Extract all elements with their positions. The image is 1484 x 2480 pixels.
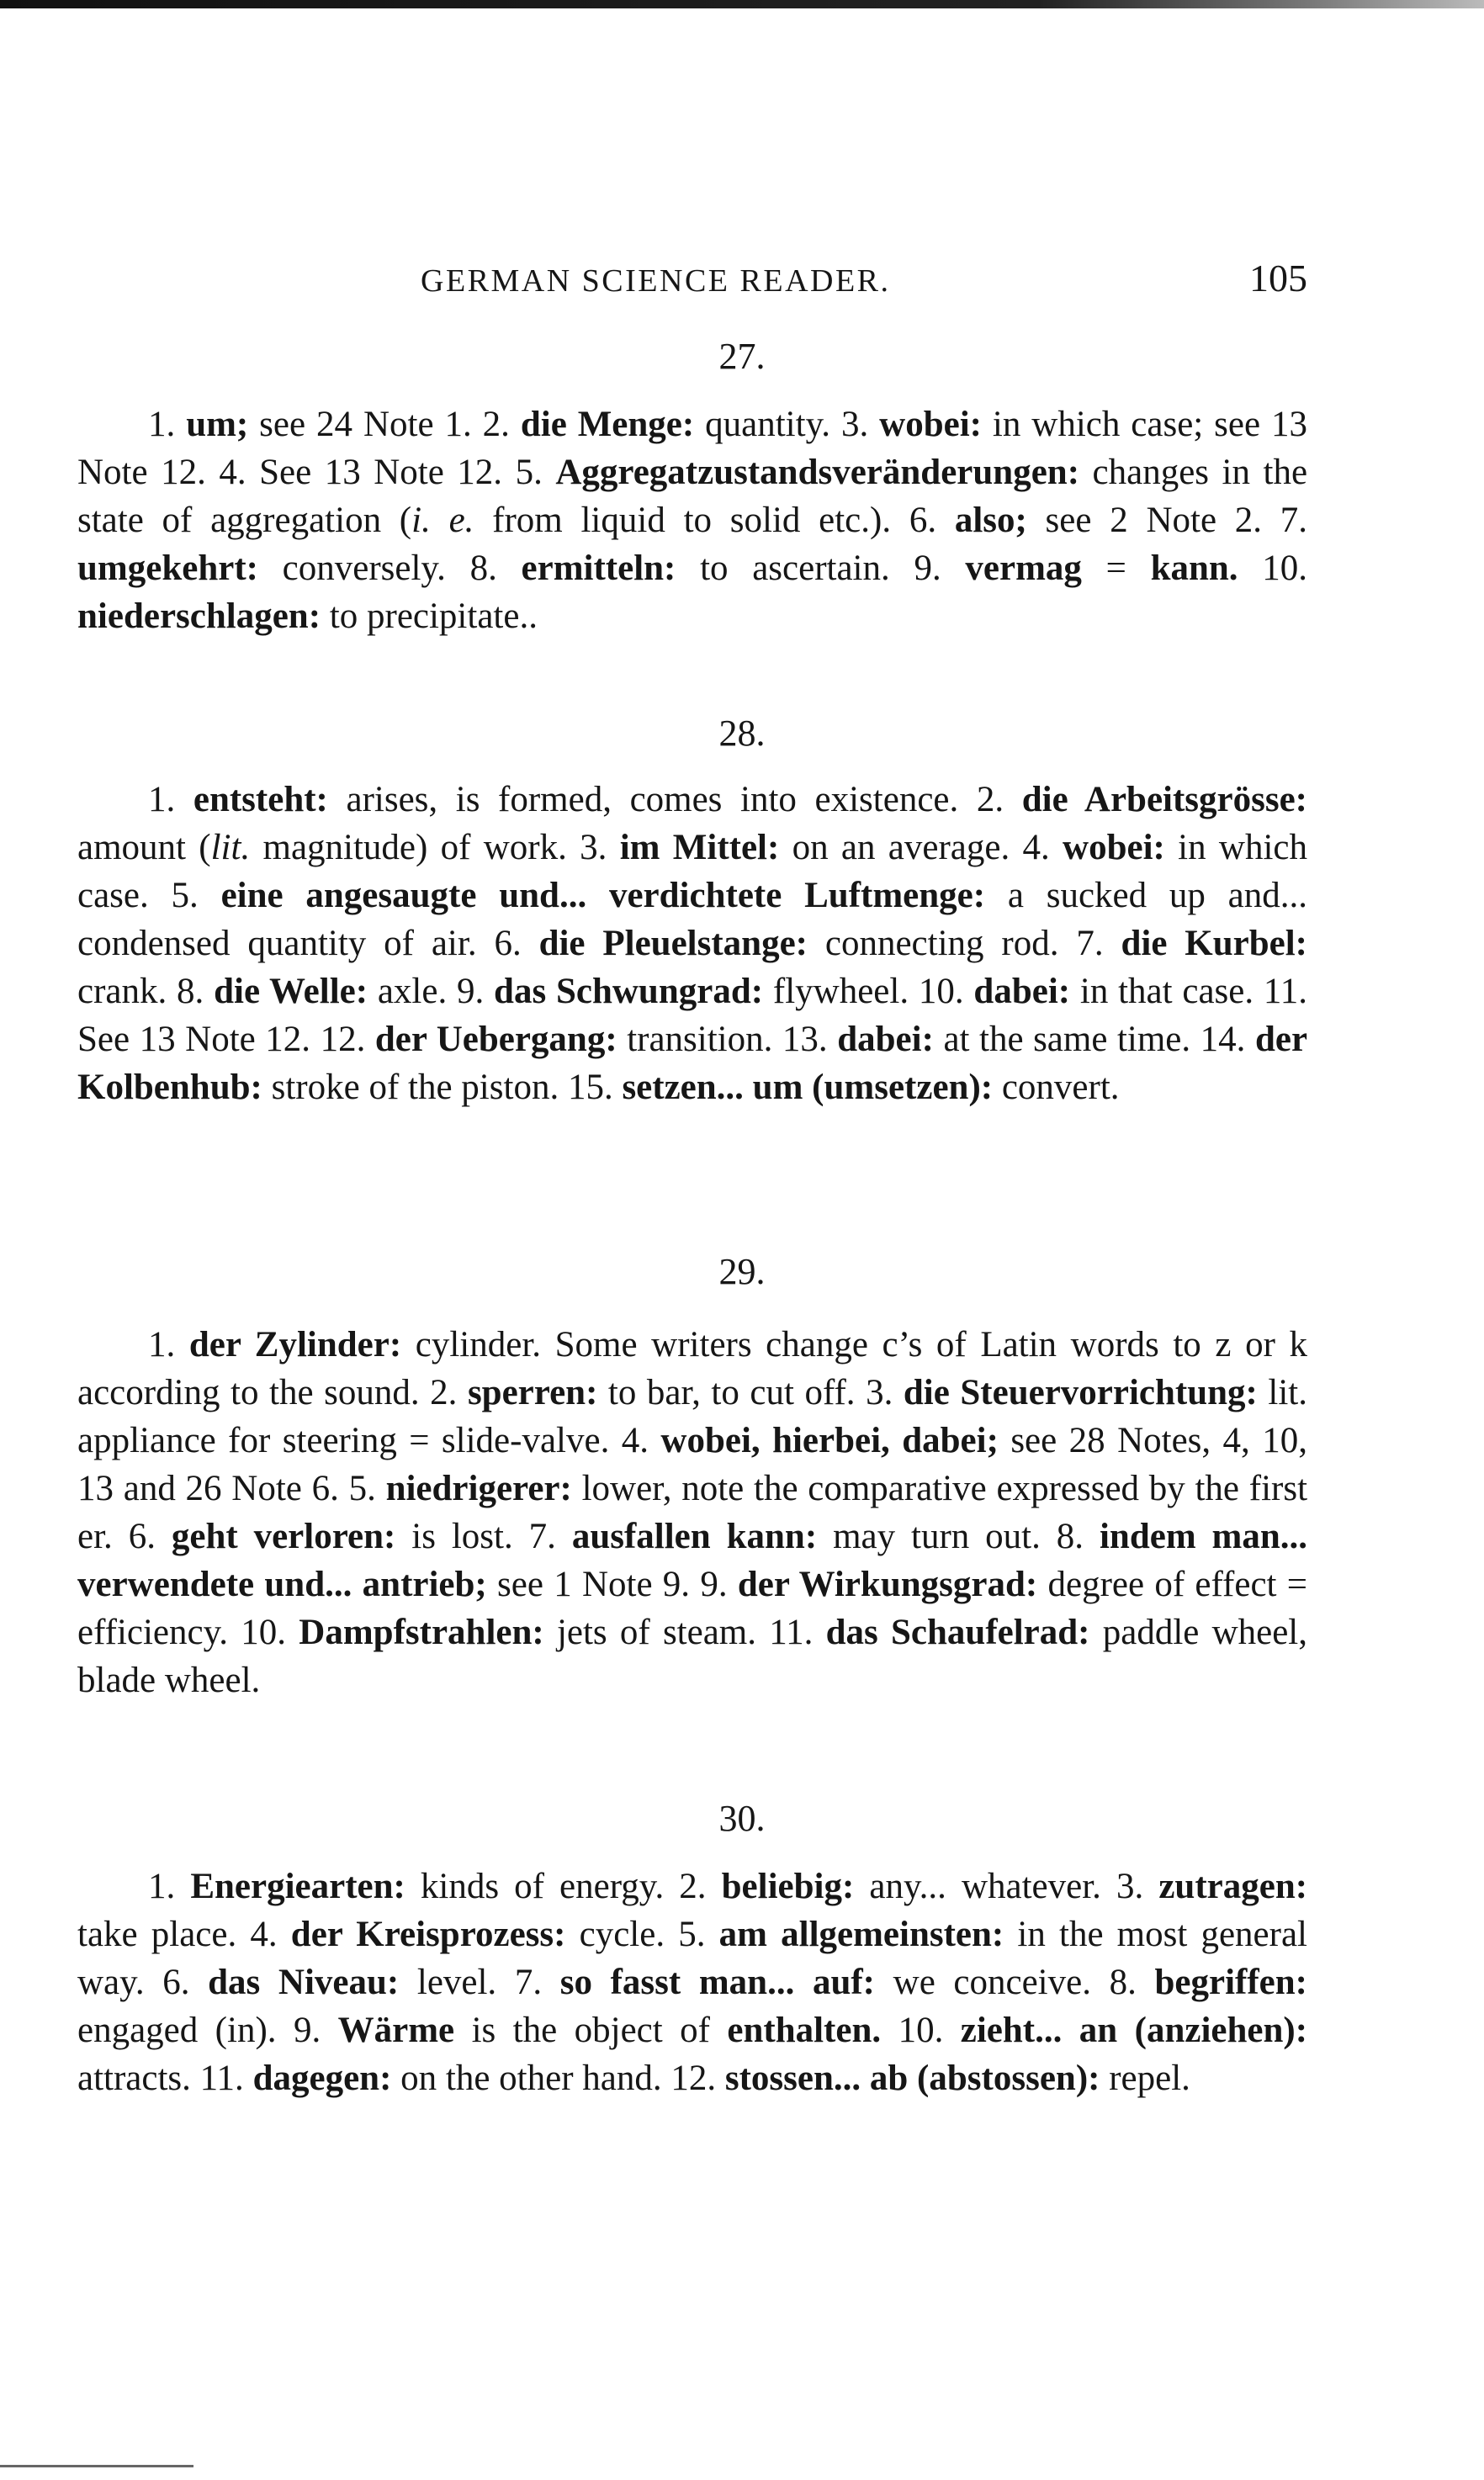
note-number: 12.: [320, 1020, 366, 1059]
note-term: Dampfstrahlen:: [299, 1613, 544, 1652]
note-number: 10.: [241, 1613, 287, 1652]
note-term: niedrigerer:: [385, 1469, 572, 1508]
section-number-29: 29.: [718, 1251, 766, 1292]
note-gloss: in the most general way.: [77, 1915, 1307, 2002]
note-term: umgekehrt:: [77, 548, 258, 588]
page-number: 105: [1249, 257, 1307, 299]
note-term: eine angesaugte und... verdichtete Luftmenge:: [220, 876, 986, 915]
note-gloss: see 24 Note 1.: [248, 405, 483, 444]
note-number: 9.: [456, 972, 485, 1011]
note-term: die Menge:: [520, 405, 695, 444]
note-number: 10.: [1262, 548, 1308, 588]
note-term: dagegen:: [252, 2059, 392, 2098]
note-gloss: on the other hand.: [391, 2059, 671, 2098]
note-gloss: is the object of: [454, 2011, 728, 2050]
note-term: wobei:: [1063, 828, 1165, 867]
note-number: 7.: [514, 1963, 543, 2002]
note-gloss: attracts.: [77, 2059, 200, 2098]
note-gloss: at the same time.: [933, 1020, 1200, 1059]
note-gloss: convert.: [993, 1068, 1120, 1107]
note-term: niederschlagen:: [77, 596, 321, 636]
section-number-27: 27.: [718, 336, 766, 377]
note-term: die Kurbel:: [1121, 924, 1307, 963]
bottom-rule: [0, 2465, 193, 2467]
note-gloss: amount (: [77, 828, 211, 867]
note-term: indem man... verwendete und... antrieb;: [77, 1517, 1308, 1604]
note-number: 3.: [840, 405, 869, 444]
note-number: 13.: [782, 1020, 828, 1059]
note-number: 4.: [1022, 828, 1050, 867]
note-gloss: engaged (in).: [77, 2011, 294, 2050]
note-term: dabei:: [837, 1020, 934, 1059]
note-gloss: to precipitate..: [321, 596, 538, 636]
note-number: 6.: [162, 1963, 190, 2002]
note-term: setzen... um (umsetzen):: [622, 1068, 994, 1107]
note-gloss: see 28 Notes, 4, 10, 13 and 26 Note 6.: [77, 1421, 1307, 1508]
note-number: 6.: [909, 501, 937, 540]
note-number: 9.: [914, 548, 941, 588]
notes-paragraph-27: [77, 400, 1307, 640]
note-term: beliebig:: [721, 1867, 855, 1906]
note-term: wobei:: [879, 405, 982, 444]
note-gloss: flywheel.: [763, 972, 919, 1011]
note-gloss: take place.: [77, 1915, 251, 1954]
note-number: 2.: [482, 405, 510, 444]
note-number: 5.: [348, 1469, 376, 1508]
note-term: Aggregatzustandsveränderungen:: [555, 453, 1080, 492]
note-number: 4.: [621, 1421, 649, 1460]
note-number: 8.: [1109, 1963, 1137, 2002]
note-gloss: See 13 Note 12.: [259, 453, 516, 492]
note-gloss: see 2 Note 2.: [1026, 501, 1280, 540]
section-number-28: 28.: [718, 713, 766, 754]
note-term: die Welle:: [214, 972, 368, 1011]
note-gloss: a sucked up and... condensed quantity of air.: [77, 876, 1308, 963]
note-term: der Uebergang:: [374, 1020, 617, 1059]
note-gloss: cylinder. Some writers change c’s of Latin words to z or k according to the sound.: [77, 1325, 1308, 1412]
note-term: vermag: [965, 548, 1082, 588]
note-gloss: any... whatever.: [854, 1867, 1116, 1906]
note-gloss: conversely.: [257, 548, 470, 588]
note-gloss: may turn out.: [817, 1517, 1057, 1556]
section-number-30: 30.: [718, 1798, 766, 1839]
note-number: 1.: [148, 405, 176, 444]
note-number: 11.: [769, 1613, 814, 1652]
note-number: 7.: [1280, 501, 1308, 540]
notes-paragraph-28: [77, 776, 1307, 1111]
note-gloss: lit. appliance for steering = slide-valve.: [77, 1373, 1308, 1460]
note-gloss: =: [1081, 548, 1151, 588]
note-term: das Schwungrad:: [494, 972, 764, 1011]
note-number: 1.: [148, 1325, 176, 1365]
note-term: also;: [954, 501, 1027, 540]
note-term: ausfallen kann:: [571, 1517, 818, 1556]
note-gloss-cont: from liquid to solid etc.).: [474, 501, 909, 540]
note-gloss: kinds of energy.: [405, 1867, 680, 1906]
note-gloss-cont: magnitude) of work.: [250, 828, 580, 867]
notes-paragraph-30: [77, 1863, 1307, 2102]
note-italic: lit.: [210, 828, 251, 867]
note-number: 6.: [494, 924, 522, 963]
note-term: der Wirkungsgrad:: [737, 1565, 1038, 1604]
note-term: sperren:: [467, 1373, 598, 1412]
note-gloss: paddle wheel, blade wheel.: [77, 1613, 1307, 1700]
note-number: 3.: [580, 828, 607, 867]
note-term: so fasst man... auf:: [559, 1963, 876, 2002]
note-number: 10.: [918, 972, 964, 1011]
note-number: 7.: [1076, 924, 1104, 963]
running-head: GERMAN SCIENCE READER.: [421, 263, 891, 299]
note-gloss: see 1 Note 9.: [486, 1565, 701, 1604]
note-term-secondary: enthalten.: [727, 2011, 882, 2050]
note-number: 8.: [177, 972, 204, 1011]
note-number: 6.: [128, 1517, 156, 1556]
note-term: das Niveau:: [208, 1963, 400, 2002]
note-term: stossen... ab (abstossen):: [724, 2059, 1100, 2098]
note-number: 4.: [250, 1915, 278, 1954]
note-gloss: lower, note the comparative expressed by the first er.: [77, 1469, 1308, 1556]
note-gloss: transition.: [617, 1020, 782, 1059]
note-term: das Schaufelrad:: [825, 1613, 1090, 1652]
note-term: zutragen:: [1158, 1867, 1308, 1906]
note-gloss: crank.: [77, 972, 178, 1011]
note-term: die Pleuelstange:: [538, 924, 808, 963]
note-number: 8.: [469, 548, 497, 588]
note-italic: i. e.: [411, 501, 474, 540]
note-term: der Kolbenhub:: [77, 1020, 1308, 1107]
note-gloss: in which case; see 13 Note 12.: [77, 405, 1308, 492]
note-number: 14.: [1200, 1020, 1246, 1059]
note-number: 2.: [679, 1867, 707, 1906]
note-number: 5.: [515, 453, 543, 492]
note-gloss: stroke of the piston.: [262, 1068, 568, 1107]
note-number: 3.: [866, 1373, 893, 1412]
note-number: 7.: [528, 1517, 556, 1556]
note-number: 9.: [700, 1565, 728, 1604]
note-number: 5.: [171, 876, 199, 915]
note-gloss: is lost.: [395, 1517, 529, 1556]
note-number: 10.: [898, 2011, 944, 2050]
note-term: um;: [186, 405, 249, 444]
note-term: der Kreisprozess:: [290, 1915, 566, 1954]
note-gloss: axle.: [368, 972, 457, 1011]
note-number: 15.: [567, 1068, 613, 1107]
top-rule: [0, 0, 1484, 8]
note-number: 11.: [1263, 972, 1308, 1011]
note-number: 12.: [670, 2059, 717, 2098]
note-gloss: quantity.: [694, 405, 841, 444]
note-term: im Mittel:: [619, 828, 780, 867]
note-term: die Arbeitsgrösse:: [1021, 780, 1307, 819]
note-term-secondary: kann.: [1150, 548, 1238, 588]
note-term: zieht... an (anziehen):: [960, 2011, 1308, 2050]
note-number: 3.: [1116, 1867, 1144, 1906]
note-number: 1.: [148, 780, 176, 819]
note-number: 11.: [199, 2059, 244, 2098]
note-term: begriffen:: [1154, 1963, 1307, 2002]
note-term: der Zylinder:: [188, 1325, 402, 1365]
note-number: 2.: [976, 780, 1004, 819]
note-term: wobei, hierbei, dabei;: [660, 1421, 999, 1460]
note-number: 5.: [678, 1915, 706, 1954]
note-term: geht verloren:: [171, 1517, 396, 1556]
note-gloss: level.: [399, 1963, 515, 2002]
note-gloss: to ascertain.: [676, 548, 914, 588]
note-gloss: jets of steam.: [543, 1613, 770, 1652]
notes-paragraph-29: [77, 1321, 1307, 1704]
note-gloss: arises, is formed, comes into existence.: [327, 780, 977, 819]
note-term: am allgemeinsten:: [718, 1915, 1004, 1954]
note-number: 2.: [430, 1373, 458, 1412]
note-term: Energiearten:: [190, 1867, 405, 1906]
note-gloss: connecting rod.: [808, 924, 1077, 963]
note-gloss: on an average.: [779, 828, 1023, 867]
note-number: 4.: [219, 453, 246, 492]
note-number: 9.: [293, 2011, 321, 2050]
note-term: Wärme: [337, 2011, 455, 2050]
note-gloss: See 13 Note 12.: [77, 1020, 321, 1059]
note-gloss: repel.: [1100, 2059, 1190, 2098]
note-term: dabei:: [973, 972, 1071, 1011]
note-term: ermitteln:: [521, 548, 676, 588]
note-gloss: in which case.: [77, 828, 1307, 915]
note-gloss: in that case.: [1070, 972, 1264, 1011]
note-gloss: we conceive.: [875, 1963, 1110, 2002]
note-term: die Steuervorrichtung:: [903, 1373, 1258, 1412]
note-gloss: to bar, to cut off.: [597, 1373, 867, 1412]
note-number: 1.: [148, 1867, 176, 1906]
note-gloss: changes in the state of aggregation (: [77, 453, 1308, 540]
note-term: entsteht:: [193, 780, 328, 819]
note-gloss: degree of effect = efficiency.: [77, 1565, 1307, 1652]
note-gloss: cycle.: [565, 1915, 679, 1954]
note-number: 8.: [1056, 1517, 1084, 1556]
